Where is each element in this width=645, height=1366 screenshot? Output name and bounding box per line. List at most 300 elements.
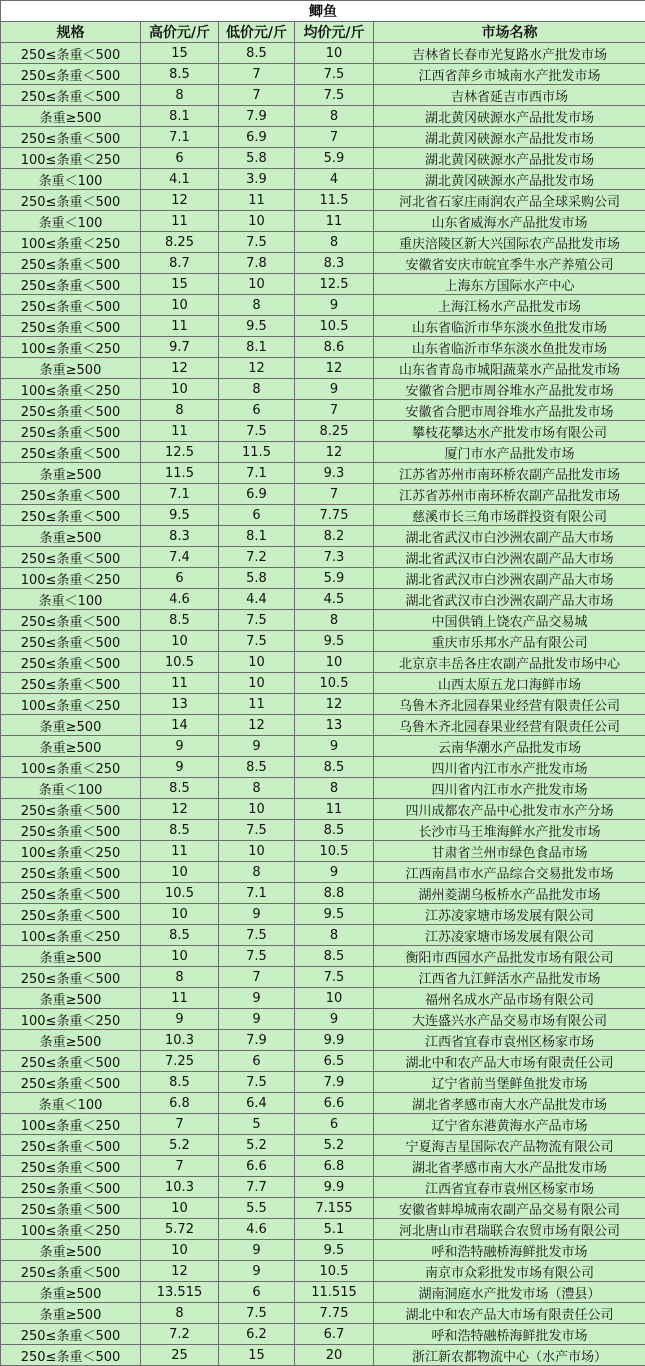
cell-high-price: 11 (141, 673, 219, 694)
cell-avg-price: 9 (295, 1009, 374, 1030)
cell-low-price: 4.4 (219, 589, 295, 610)
cell-high-price: 7 (141, 1114, 219, 1135)
header-high-price: 高价元/斤 (141, 22, 219, 43)
cell-market-name: 福州名成水产品市场有限公司 (374, 988, 645, 1009)
cell-market-name: 江苏省苏州市南环桥农副产品批发市场 (374, 463, 645, 484)
cell-avg-price: 8 (295, 778, 374, 799)
cell-market-name: 湖北黄冈硖源水产品批发市场 (374, 106, 645, 127)
cell-high-price: 7.1 (141, 127, 219, 148)
table-title: 鲫鱼 (1, 1, 645, 22)
table-row (1, 1051, 645, 1072)
cell-spec: 条重≥500 (1, 988, 141, 1009)
cell-low-price: 7.1 (219, 463, 295, 484)
table-row (1, 1072, 645, 1093)
cell-high-price: 8.5 (141, 64, 219, 85)
cell-avg-price: 9 (295, 736, 374, 757)
table-row (1, 1219, 645, 1240)
cell-low-price: 5 (219, 1114, 295, 1135)
cell-high-price: 8.5 (141, 925, 219, 946)
table-row (1, 127, 645, 148)
cell-low-price: 7.7 (219, 1177, 295, 1198)
cell-market-name: 吉林省延吉市西市场 (374, 85, 645, 106)
cell-avg-price: 4 (295, 169, 374, 190)
cell-market-name: 南京市众彩批发市场有限公司 (374, 1261, 645, 1282)
cell-market-name: 安徽省安庆市皖宜季牛水产养殖公司 (374, 253, 645, 274)
cell-avg-price: 10 (295, 988, 374, 1009)
table-row (1, 1240, 645, 1261)
cell-avg-price: 8.5 (295, 946, 374, 967)
cell-low-price: 3.9 (219, 169, 295, 190)
table-row (1, 358, 645, 379)
cell-low-price: 6.2 (219, 1324, 295, 1345)
cell-high-price: 8.7 (141, 253, 219, 274)
cell-spec: 250≤条重＜500 (1, 904, 141, 925)
cell-high-price: 9.5 (141, 505, 219, 526)
cell-low-price: 8.5 (219, 43, 295, 64)
cell-avg-price: 5.9 (295, 568, 374, 589)
cell-market-name: 山东省临沂市华东淡水鱼批发市场 (374, 337, 645, 358)
cell-market-name: 安徽省合肥市周谷堆水产品批发市场 (374, 400, 645, 421)
table-row (1, 673, 645, 694)
cell-avg-price: 6.8 (295, 1156, 374, 1177)
cell-avg-price: 8.2 (295, 526, 374, 547)
cell-high-price: 8.5 (141, 1072, 219, 1093)
cell-spec: 250≤条重＜500 (1, 253, 141, 274)
table-row (1, 1345, 645, 1366)
cell-high-price: 11 (141, 988, 219, 1009)
cell-market-name: 上海东方国际水产中心 (374, 274, 645, 295)
cell-low-price: 5.8 (219, 148, 295, 169)
cell-low-price: 10 (219, 211, 295, 232)
cell-low-price: 12 (219, 358, 295, 379)
cell-low-price: 6 (219, 1051, 295, 1072)
cell-spec: 250≤条重＜500 (1, 547, 141, 568)
cell-spec: 250≤条重＜500 (1, 1345, 141, 1366)
cell-spec: 100≤条重＜250 (1, 925, 141, 946)
cell-low-price: 7.9 (219, 1030, 295, 1051)
table-row (1, 1030, 645, 1051)
cell-high-price: 9 (141, 736, 219, 757)
cell-avg-price: 4.5 (295, 589, 374, 610)
table-row (1, 64, 645, 85)
cell-avg-price: 7.75 (295, 1303, 374, 1324)
cell-high-price: 10.3 (141, 1177, 219, 1198)
cell-avg-price: 8 (295, 610, 374, 631)
cell-spec: 250≤条重＜500 (1, 505, 141, 526)
cell-spec: 100≤条重＜250 (1, 1219, 141, 1240)
header-spec: 规格 (1, 22, 141, 43)
cell-low-price: 15 (219, 1345, 295, 1366)
cell-market-name: 湖北省孝感市南大水产品批发市场 (374, 1093, 645, 1114)
cell-high-price: 11 (141, 211, 219, 232)
cell-spec: 250≤条重＜500 (1, 967, 141, 988)
cell-high-price: 12.5 (141, 442, 219, 463)
cell-high-price: 7.4 (141, 547, 219, 568)
cell-high-price: 5.2 (141, 1135, 219, 1156)
cell-low-price: 9 (219, 1261, 295, 1282)
cell-avg-price: 9 (295, 379, 374, 400)
table-row (1, 862, 645, 883)
cell-high-price: 8.1 (141, 106, 219, 127)
cell-high-price: 9.7 (141, 337, 219, 358)
cell-high-price: 9 (141, 1009, 219, 1030)
cell-avg-price: 9 (295, 295, 374, 316)
cell-market-name: 湖北省武汉市白沙洲农副产品大市场 (374, 547, 645, 568)
cell-low-price: 8 (219, 295, 295, 316)
cell-spec: 250≤条重＜500 (1, 442, 141, 463)
cell-low-price: 4.6 (219, 1219, 295, 1240)
cell-market-name: 慈溪市长三角市场群投资有限公司 (374, 505, 645, 526)
cell-avg-price: 10.5 (295, 1261, 374, 1282)
cell-avg-price: 9.9 (295, 1177, 374, 1198)
cell-high-price: 10 (141, 862, 219, 883)
cell-market-name: 中国供销上饶农产品交易城 (374, 610, 645, 631)
cell-low-price: 7.5 (219, 1072, 295, 1093)
cell-spec: 250≤条重＜500 (1, 316, 141, 337)
cell-low-price: 11 (219, 694, 295, 715)
cell-low-price: 8.1 (219, 526, 295, 547)
cell-spec: 条重≥500 (1, 106, 141, 127)
cell-low-price: 6.6 (219, 1156, 295, 1177)
cell-low-price: 7 (219, 64, 295, 85)
cell-low-price: 9 (219, 736, 295, 757)
table-row (1, 463, 645, 484)
table-row (1, 295, 645, 316)
cell-spec: 100≤条重＜250 (1, 1009, 141, 1030)
table-row (1, 610, 645, 631)
cell-spec: 250≤条重＜500 (1, 85, 141, 106)
cell-market-name: 吉林省长春市光复路水产批发市场 (374, 43, 645, 64)
cell-low-price: 11 (219, 190, 295, 211)
table-row (1, 484, 645, 505)
cell-market-name: 江西省九江鲜活水产品批发市场 (374, 967, 645, 988)
table-row (1, 253, 645, 274)
cell-high-price: 10 (141, 1198, 219, 1219)
cell-market-name: 河北省石家庄雨润农产品全球采购公司 (374, 190, 645, 211)
cell-avg-price: 7.75 (295, 505, 374, 526)
cell-spec: 100≤条重＜250 (1, 1114, 141, 1135)
cell-spec: 条重≥500 (1, 358, 141, 379)
cell-high-price: 10 (141, 379, 219, 400)
cell-avg-price: 20 (295, 1345, 374, 1366)
cell-market-name: 湖北黄冈硖源水产品批发市场 (374, 169, 645, 190)
cell-avg-price: 8.3 (295, 253, 374, 274)
table-row (1, 526, 645, 547)
cell-low-price: 5.5 (219, 1198, 295, 1219)
cell-low-price: 9 (219, 904, 295, 925)
cell-low-price: 8.1 (219, 337, 295, 358)
cell-high-price: 8 (141, 1303, 219, 1324)
cell-low-price: 9 (219, 1240, 295, 1261)
cell-market-name: 湖州菱湖乌板桥水产品批发市场 (374, 883, 645, 904)
cell-low-price: 10 (219, 841, 295, 862)
table-row (1, 757, 645, 778)
cell-market-name: 江西省宜春市袁州区杨家市场 (374, 1030, 645, 1051)
cell-market-name: 山西太原五龙口海鲜市场 (374, 673, 645, 694)
cell-low-price: 8 (219, 778, 295, 799)
cell-avg-price: 6 (295, 1114, 374, 1135)
cell-spec: 100≤条重＜250 (1, 337, 141, 358)
cell-avg-price: 12 (295, 694, 374, 715)
title-row (1, 1, 645, 22)
cell-spec: 250≤条重＜500 (1, 64, 141, 85)
cell-high-price: 10.5 (141, 652, 219, 673)
cell-avg-price: 10.5 (295, 841, 374, 862)
cell-low-price: 12 (219, 715, 295, 736)
cell-spec: 250≤条重＜500 (1, 1261, 141, 1282)
table-row (1, 715, 645, 736)
cell-market-name: 浙江新农都物流中心（水产市场） (374, 1345, 645, 1366)
table-row (1, 967, 645, 988)
cell-high-price: 8.25 (141, 232, 219, 253)
table-row (1, 1093, 645, 1114)
cell-high-price: 14 (141, 715, 219, 736)
cell-spec: 条重＜100 (1, 1093, 141, 1114)
cell-market-name: 四川成都农产品中心批发市水产分场 (374, 799, 645, 820)
cell-market-name: 四川省内江市水产批发市场 (374, 778, 645, 799)
cell-avg-price: 7 (295, 400, 374, 421)
cell-spec: 条重≥500 (1, 946, 141, 967)
cell-market-name: 北京京丰岳各庄农副产品批发市场中心 (374, 652, 645, 673)
table-row (1, 1324, 645, 1345)
cell-low-price: 9 (219, 1009, 295, 1030)
table-row (1, 1177, 645, 1198)
cell-spec: 条重≥500 (1, 1303, 141, 1324)
cell-spec: 250≤条重＜500 (1, 883, 141, 904)
cell-avg-price: 10.5 (295, 673, 374, 694)
table-row (1, 799, 645, 820)
cell-avg-price: 9.5 (295, 631, 374, 652)
cell-avg-price: 11.515 (295, 1282, 374, 1303)
cell-low-price: 7.5 (219, 610, 295, 631)
cell-market-name: 江苏凌家塘市场发展有限公司 (374, 904, 645, 925)
table-row (1, 505, 645, 526)
cell-spec: 250≤条重＜500 (1, 1177, 141, 1198)
cell-spec: 250≤条重＜500 (1, 400, 141, 421)
table-row (1, 1009, 645, 1030)
table-row (1, 211, 645, 232)
table-row (1, 379, 645, 400)
cell-high-price: 10 (141, 295, 219, 316)
cell-spec: 250≤条重＜500 (1, 673, 141, 694)
table-row (1, 400, 645, 421)
cell-spec: 100≤条重＜250 (1, 148, 141, 169)
cell-market-name: 甘肃省兰州市绿色食品市场 (374, 841, 645, 862)
cell-low-price: 6 (219, 400, 295, 421)
cell-high-price: 8.5 (141, 820, 219, 841)
cell-market-name: 重庆涪陵区新大兴国际农产品批发市场 (374, 232, 645, 253)
cell-avg-price: 7 (295, 127, 374, 148)
cell-high-price: 11.5 (141, 463, 219, 484)
cell-low-price: 10 (219, 799, 295, 820)
cell-avg-price: 8.8 (295, 883, 374, 904)
cell-low-price: 5.2 (219, 1135, 295, 1156)
header-market-name: 市场名称 (374, 22, 645, 43)
cell-low-price: 8 (219, 379, 295, 400)
cell-high-price: 12 (141, 799, 219, 820)
cell-spec: 100≤条重＜250 (1, 379, 141, 400)
cell-high-price: 12 (141, 190, 219, 211)
cell-high-price: 11 (141, 316, 219, 337)
cell-avg-price: 10.5 (295, 316, 374, 337)
cell-low-price: 7.5 (219, 925, 295, 946)
cell-high-price: 10 (141, 904, 219, 925)
table-row (1, 442, 645, 463)
cell-high-price: 11 (141, 841, 219, 862)
cell-avg-price: 8 (295, 232, 374, 253)
table-row (1, 43, 645, 64)
cell-avg-price: 7.5 (295, 967, 374, 988)
cell-high-price: 25 (141, 1345, 219, 1366)
table-row (1, 421, 645, 442)
cell-low-price: 7.1 (219, 883, 295, 904)
cell-spec: 条重≥500 (1, 1030, 141, 1051)
cell-high-price: 10 (141, 946, 219, 967)
cell-avg-price: 10 (295, 43, 374, 64)
cell-spec: 250≤条重＜500 (1, 1135, 141, 1156)
cell-low-price: 7.5 (219, 1303, 295, 1324)
cell-spec: 250≤条重＜500 (1, 862, 141, 883)
table-row (1, 904, 645, 925)
cell-spec: 条重＜100 (1, 211, 141, 232)
cell-high-price: 11 (141, 421, 219, 442)
cell-avg-price: 8.6 (295, 337, 374, 358)
cell-high-price: 10 (141, 1240, 219, 1261)
cell-low-price: 7.2 (219, 547, 295, 568)
cell-high-price: 7.25 (141, 1051, 219, 1072)
table-row (1, 1156, 645, 1177)
cell-avg-price: 8.5 (295, 757, 374, 778)
cell-high-price: 6 (141, 148, 219, 169)
cell-low-price: 7 (219, 967, 295, 988)
table-row (1, 1303, 645, 1324)
cell-avg-price: 8.25 (295, 421, 374, 442)
table-row (1, 1198, 645, 1219)
cell-spec: 条重≥500 (1, 736, 141, 757)
cell-high-price: 8.3 (141, 526, 219, 547)
cell-avg-price: 9.9 (295, 1030, 374, 1051)
cell-low-price: 10 (219, 274, 295, 295)
cell-low-price: 10 (219, 673, 295, 694)
cell-avg-price: 11.5 (295, 190, 374, 211)
cell-high-price: 8 (141, 967, 219, 988)
table-row (1, 841, 645, 862)
table-row (1, 274, 645, 295)
table-row (1, 316, 645, 337)
cell-low-price: 7.5 (219, 232, 295, 253)
cell-high-price: 6.8 (141, 1093, 219, 1114)
table-row (1, 568, 645, 589)
cell-market-name: 长沙市马王堆海鲜水产批发市场 (374, 820, 645, 841)
table-row (1, 925, 645, 946)
cell-market-name: 呼和浩特融桥海鲜批发市场 (374, 1324, 645, 1345)
table-row (1, 1135, 645, 1156)
cell-spec: 100≤条重＜250 (1, 232, 141, 253)
cell-spec: 250≤条重＜500 (1, 820, 141, 841)
header-low-price: 低价元/斤 (219, 22, 295, 43)
cell-spec: 250≤条重＜500 (1, 127, 141, 148)
cell-avg-price: 5.2 (295, 1135, 374, 1156)
cell-spec: 250≤条重＜500 (1, 799, 141, 820)
cell-market-name: 湖南洞庭水产批发市场（澧县） (374, 1282, 645, 1303)
cell-market-name: 攀枝花攀达水产批发市场有限公司 (374, 421, 645, 442)
cell-avg-price: 5.1 (295, 1219, 374, 1240)
cell-high-price: 5.72 (141, 1219, 219, 1240)
cell-market-name: 湖北黄冈硖源水产品批发市场 (374, 127, 645, 148)
cell-market-name: 辽宁省东港黄海水产品市场 (374, 1114, 645, 1135)
cell-spec: 条重≥500 (1, 526, 141, 547)
table-row (1, 106, 645, 127)
cell-market-name: 安徽省合肥市周谷堆水产品批发市场 (374, 379, 645, 400)
cell-low-price: 7.5 (219, 421, 295, 442)
cell-avg-price: 9 (295, 862, 374, 883)
cell-market-name: 山东省威海水产品批发市场 (374, 211, 645, 232)
table-row (1, 547, 645, 568)
cell-market-name: 呼和浩特融桥海鲜批发市场 (374, 1240, 645, 1261)
cell-spec: 250≤条重＜500 (1, 421, 141, 442)
cell-spec: 250≤条重＜500 (1, 295, 141, 316)
table-row (1, 883, 645, 904)
cell-spec: 250≤条重＜500 (1, 190, 141, 211)
cell-market-name: 乌鲁木齐北园春果业经营有限责任公司 (374, 715, 645, 736)
cell-high-price: 8 (141, 400, 219, 421)
cell-spec: 条重≥500 (1, 1282, 141, 1303)
cell-avg-price: 8.5 (295, 820, 374, 841)
cell-high-price: 8 (141, 85, 219, 106)
cell-high-price: 15 (141, 43, 219, 64)
cell-spec: 条重＜100 (1, 778, 141, 799)
cell-market-name: 四川省内江市水产批发市场 (374, 757, 645, 778)
cell-market-name: 江西省萍乡市城南水产批发市场 (374, 64, 645, 85)
cell-avg-price: 7 (295, 484, 374, 505)
cell-spec: 100≤条重＜250 (1, 757, 141, 778)
cell-market-name: 山东省临沂市华东淡水鱼批发市场 (374, 316, 645, 337)
cell-avg-price: 7.155 (295, 1198, 374, 1219)
cell-market-name: 江西省宜春市袁州区杨家市场 (374, 1177, 645, 1198)
cell-market-name: 宁夏海吉星国际农产品物流有限公司 (374, 1135, 645, 1156)
cell-low-price: 6.9 (219, 127, 295, 148)
cell-spec: 250≤条重＜500 (1, 484, 141, 505)
cell-avg-price: 9.3 (295, 463, 374, 484)
table-row (1, 652, 645, 673)
cell-avg-price: 11 (295, 799, 374, 820)
cell-market-name: 乌鲁木齐北园春果业经营有限责任公司 (374, 694, 645, 715)
cell-spec: 250≤条重＜500 (1, 1324, 141, 1345)
cell-low-price: 6 (219, 1282, 295, 1303)
cell-market-name: 上海江杨水产品批发市场 (374, 295, 645, 316)
cell-low-price: 7.5 (219, 631, 295, 652)
cell-spec: 250≤条重＜500 (1, 652, 141, 673)
cell-avg-price: 7.5 (295, 64, 374, 85)
cell-avg-price: 6.7 (295, 1324, 374, 1345)
cell-spec: 250≤条重＜500 (1, 1051, 141, 1072)
cell-market-name: 安徽省蚌埠城南农副产品交易有限公司 (374, 1198, 645, 1219)
table-row (1, 820, 645, 841)
cell-spec: 250≤条重＜500 (1, 274, 141, 295)
cell-avg-price: 9.5 (295, 904, 374, 925)
cell-spec: 条重≥500 (1, 715, 141, 736)
cell-high-price: 10.3 (141, 1030, 219, 1051)
cell-low-price: 6.9 (219, 484, 295, 505)
cell-avg-price: 5.9 (295, 148, 374, 169)
cell-high-price: 13.515 (141, 1282, 219, 1303)
cell-low-price: 8.5 (219, 757, 295, 778)
cell-low-price: 6.4 (219, 1093, 295, 1114)
cell-avg-price: 6.6 (295, 1093, 374, 1114)
cell-low-price: 9 (219, 988, 295, 1009)
cell-high-price: 15 (141, 274, 219, 295)
table-row (1, 1261, 645, 1282)
